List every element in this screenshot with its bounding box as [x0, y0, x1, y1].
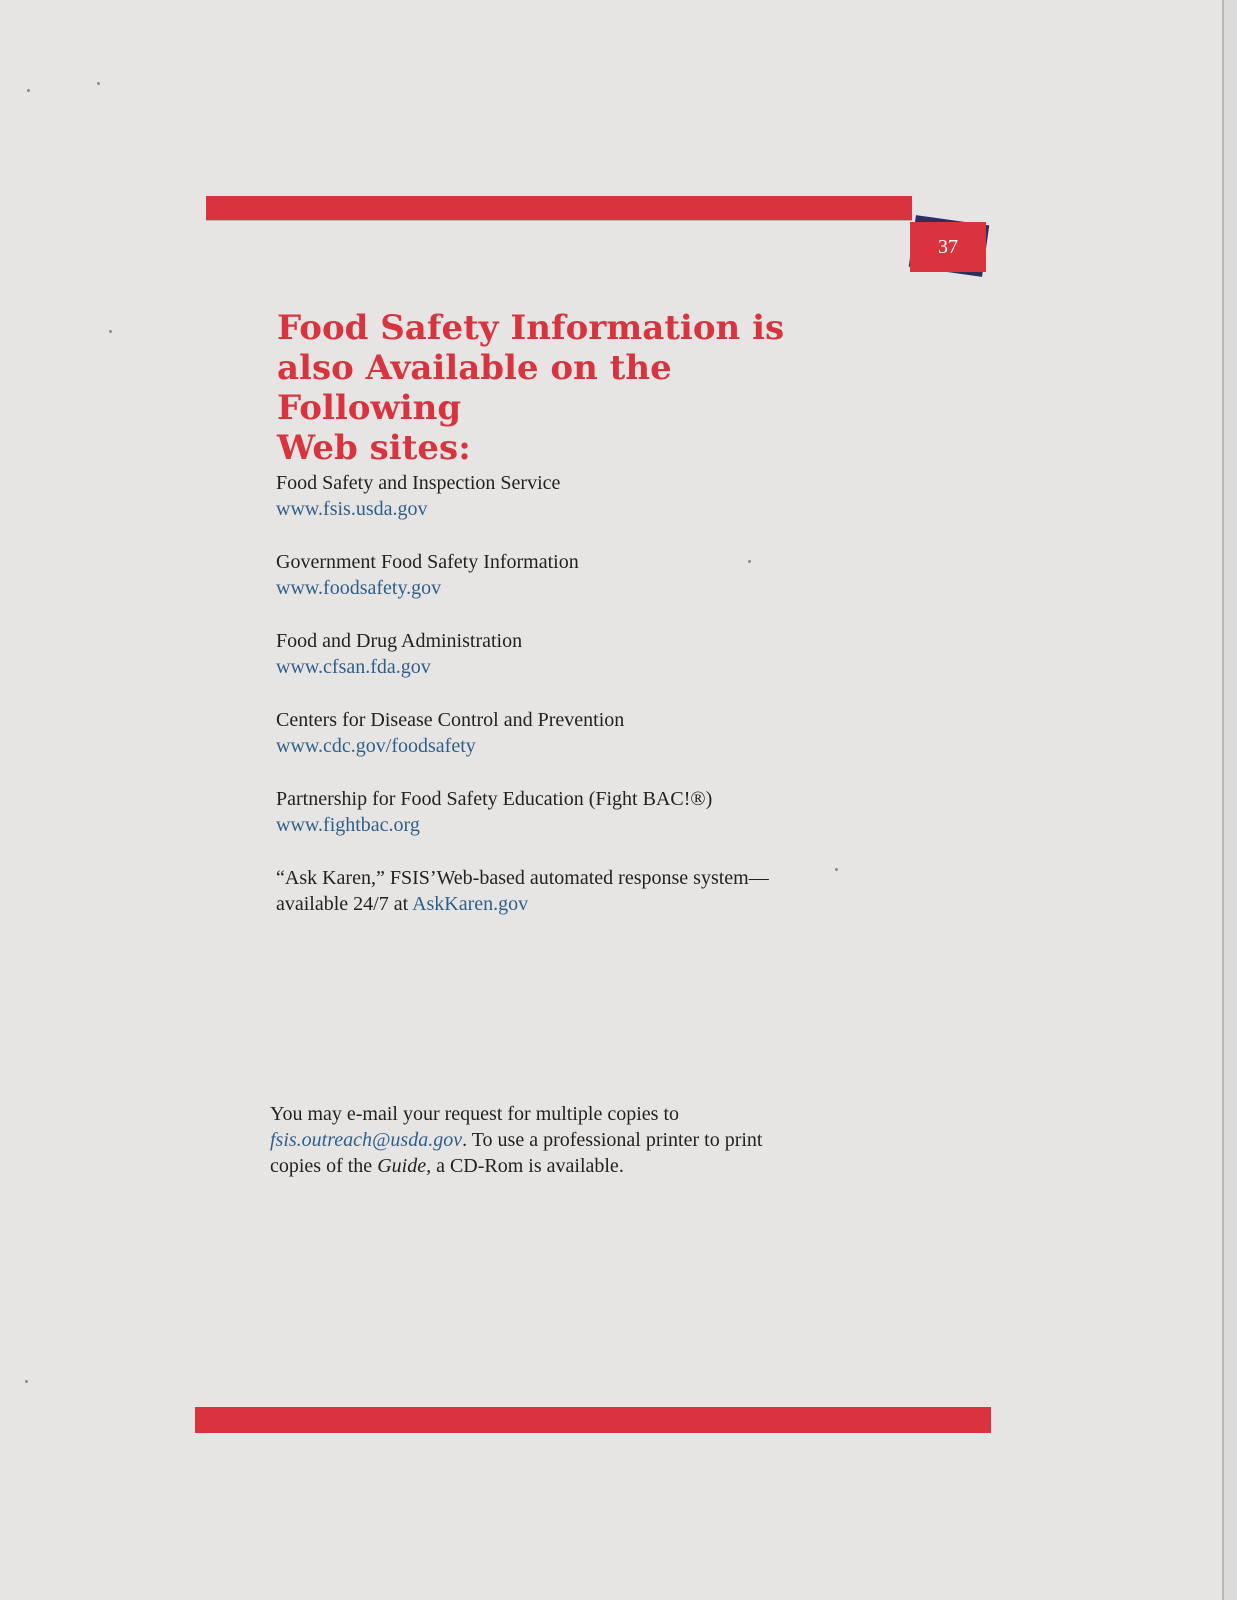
- ask-karen-link[interactable]: AskKaren.gov: [412, 893, 529, 915]
- site-entry-fsis: [276, 470, 836, 549]
- site-name: Food and Drug Administration: [276, 630, 523, 652]
- top-red-rule: [206, 196, 912, 220]
- note-line-2: [270, 1127, 830, 1153]
- heading-line-2: also Available on the Following: [277, 348, 672, 428]
- ask-karen-availability: [276, 891, 836, 917]
- scan-speck: [748, 560, 751, 563]
- ask-karen-description: “Ask Karen,” FSIS’Web-based automated response system—: [276, 867, 769, 889]
- heading-line-1: Food Safety Information is: [277, 308, 785, 348]
- heading-line-3: Web sites:: [277, 428, 471, 468]
- site-name: Government Food Safety Information: [276, 551, 579, 573]
- scan-speck: [27, 89, 30, 92]
- note-line-3-suffix: a CD-Rom is available.: [431, 1155, 624, 1177]
- bottom-red-rule: [195, 1407, 991, 1433]
- site-url-link[interactable]: www.fsis.usda.gov: [276, 498, 428, 520]
- scan-speck: [835, 868, 838, 871]
- copies-request-note: [270, 1101, 830, 1179]
- scan-speck: [97, 82, 100, 85]
- site-entry-fda: [276, 628, 836, 707]
- guide-title: Guide,: [377, 1155, 432, 1177]
- site-entry-cdc: [276, 707, 836, 786]
- site-name: Centers for Disease Control and Prevention: [276, 709, 625, 731]
- site-url-link[interactable]: www.fightbac.org: [276, 814, 420, 836]
- website-list: [276, 470, 836, 944]
- scan-speck: [109, 330, 112, 333]
- note-line-3: [270, 1153, 830, 1179]
- page-heading: [277, 308, 817, 468]
- outreach-email-link[interactable]: fsis.outreach@usda.gov: [270, 1129, 463, 1151]
- page-number: 37: [910, 222, 986, 272]
- page-edge-shadow: [1224, 0, 1237, 1600]
- site-url-link[interactable]: www.cdc.gov/foodsafety: [276, 735, 476, 757]
- ask-karen-prefix: available 24/7 at: [276, 893, 413, 915]
- site-name: Food Safety and Inspection Service: [276, 472, 561, 494]
- site-url-link[interactable]: www.foodsafety.gov: [276, 577, 442, 599]
- note-line-2-text: . To use a professional printer to print: [462, 1129, 763, 1151]
- ask-karen-entry: [276, 865, 836, 944]
- site-url-link[interactable]: www.cfsan.fda.gov: [276, 656, 431, 678]
- site-entry-fightbac: [276, 786, 836, 865]
- scan-speck: [25, 1380, 28, 1383]
- site-name: Partnership for Food Safety Education (Fight BAC!®): [276, 788, 713, 810]
- note-line-1: You may e-mail your request for multiple copies to: [270, 1103, 680, 1125]
- page-edge-line: [1222, 0, 1224, 1600]
- note-line-3-prefix: copies of the: [270, 1155, 378, 1177]
- site-entry-foodsafety: [276, 549, 836, 628]
